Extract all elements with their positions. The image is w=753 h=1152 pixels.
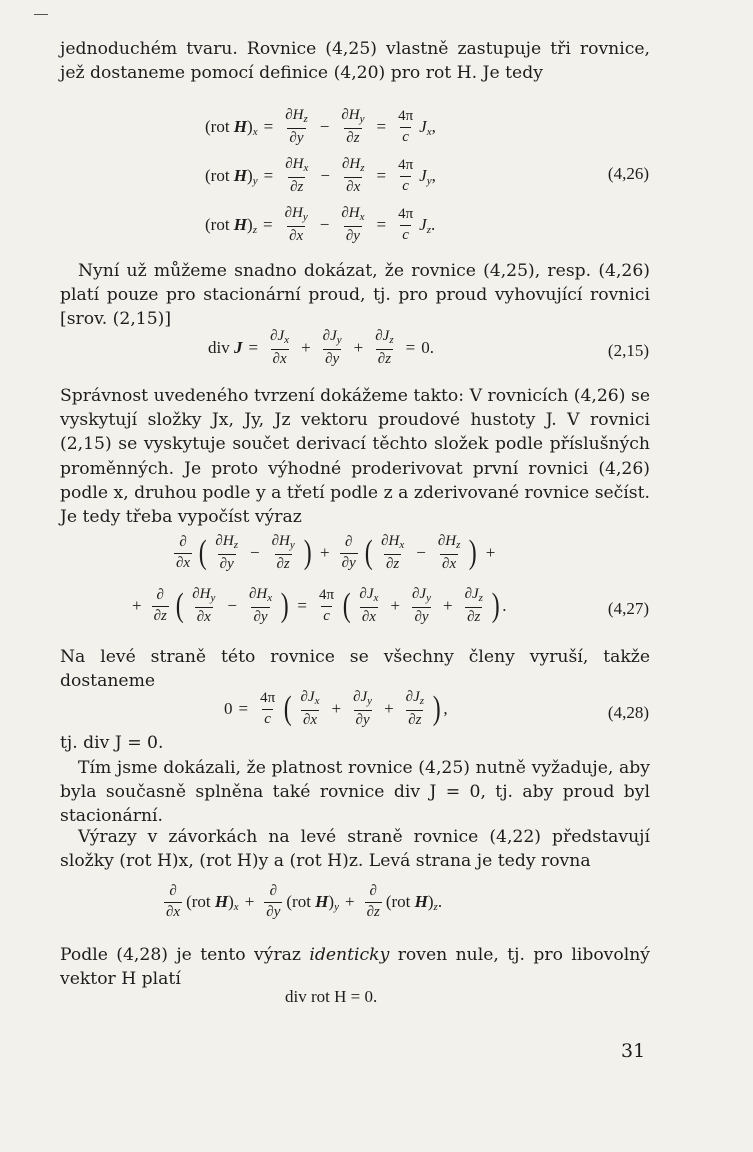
paragraph-8	[60, 943, 650, 991]
equation-div-j: div J = $\frac{\partial J_x}{\partial x}$ + $\frac{\partial J_y}{\partial y}$ + $\frac{\partial J_z}{\partial z}$ = 0.	[208, 328, 434, 367]
paragraph-4: Na levé straně této rovnice se všechny členy vyruší, takže dostaneme	[60, 647, 650, 692]
paragraph-5: tj. div J = 0.	[60, 733, 164, 753]
equation-number-4-27: (4,27)	[607, 599, 649, 618]
paragraph-1: jednoduchém tvaru. Rovnice (4,25) vlastně zastupuje tři rovnice, jež dostaneme pomocí definice (4,20) pro rot H. Je tedy	[60, 39, 650, 84]
equation-rot-x: (rot $H)_x$ = $\frac{\partial H_z}{\partial y}$ − $\frac{\partial H_y}{\partial z}$ = $\frac{4\pi}{c}$ $J_x$,	[205, 107, 436, 146]
equation-rot-z: (rot $H)_z$ = $\frac{\partial H_y}{\partial x}$ − $\frac{\partial H_x}{\partial y}$ = $\frac{4\pi}{c}$ $J_z$.	[205, 205, 436, 244]
paragraph-7: Výrazy v závorkách na levé straně rovnice (4,22) představují složky (rot H)x, (rot H)y a (rot H)z. Levá strana je tedy rovna	[60, 827, 650, 872]
equation-sum-rot: $\frac{\partial}{\partial x}$ (rot $H)_x$ + $\frac{\partial}{\partial y}$ (rot $H)_y$ + $\frac{\partial}{\partial z}$ (rot $H)_z$.	[166, 883, 443, 920]
equation-number-4-28: (4,28)	[607, 703, 649, 722]
equation-div-rot-text: div rot H = 0.	[285, 987, 378, 1006]
equation-div-rot	[285, 987, 377, 1007]
paragraph-8-emphasis: identicky	[309, 945, 390, 965]
equation-4-27-line-2: + $\frac{\partial}{\partial z}$ ( $\frac{\partial H_y}{\partial x}$ − $\frac{\partial H_x}{\partial y}$ ) = $\frac{4\pi}{c}$ ( $\frac{\partial J_x}{\partial x}$ + $\frac{\partial J_y}{\partial y}$ + $\frac{\partial J_z}{\partial z}$ ) .	[132, 586, 507, 625]
equation-rot-y: (rot $H)_y$ = $\frac{\partial H_x}{\partial z}$ − $\frac{\partial H_z}{\partial x}$ = $\frac{4\pi}{c}$ $J_y$,	[205, 156, 436, 195]
equation-4-27-line-1: $\frac{\partial}{\partial x}$ ( $\frac{\partial H_z}{\partial y}$ − $\frac{\partial H_y}{\partial z}$ ) + $\frac{\partial}{\partial y}$ ( $\frac{\partial H_x}{\partial z}$ − $\frac{\partial H_z}{\partial x}$ ) +	[176, 533, 496, 572]
paragraph-8-start: Podle (4,28) je tento výraz	[60, 945, 310, 965]
page-number: 31	[621, 1040, 646, 1062]
paragraph-3: Správnost uvedeného tvrzení dokážeme takto: V rovnicích (4,26) se vyskytují složky Jx, Jy, Jz vektoru proudové hustoty J. V rovnici (2,15) se vyskytuje součet derivací těchto složek podle příslušných proměnných. Je proto výhodné proderivovat první rovnici (4,26) podle x, druhou podle y a třetí podle z a zderivované rovnice sečíst. Je tedy třeba vypočíst výraz	[60, 386, 650, 528]
equation-number-2-15: (2,15)	[607, 341, 649, 360]
paragraph-6: Tím jsme dokázali, že platnost rovnice (4,25) nutně vyžaduje, aby byla současně splněna také rovnice div J = 0, tj. aby proud byl stacionární.	[60, 758, 650, 827]
scan-mark	[34, 14, 48, 15]
paragraph-8-end: roven nule, tj. pro libovolný vektor H platí	[60, 945, 650, 990]
paragraph-2: Nyní už můžeme snadno dokázat, že rovnice (4,25), resp. (4,26) platí pouze pro stacionární proud, tj. pro proud vyhovující rovnici [srov. (2,15)]	[60, 261, 650, 330]
equation-number-4-26: (4,26)	[607, 164, 649, 183]
equation-4-28: 0 = $\frac{4\pi}{c}$ ( $\frac{\partial J_x}{\partial x}$ + $\frac{\partial J_y}{\partial y}$ + $\frac{\partial J_z}{\partial z}$ ) ,	[224, 689, 448, 728]
